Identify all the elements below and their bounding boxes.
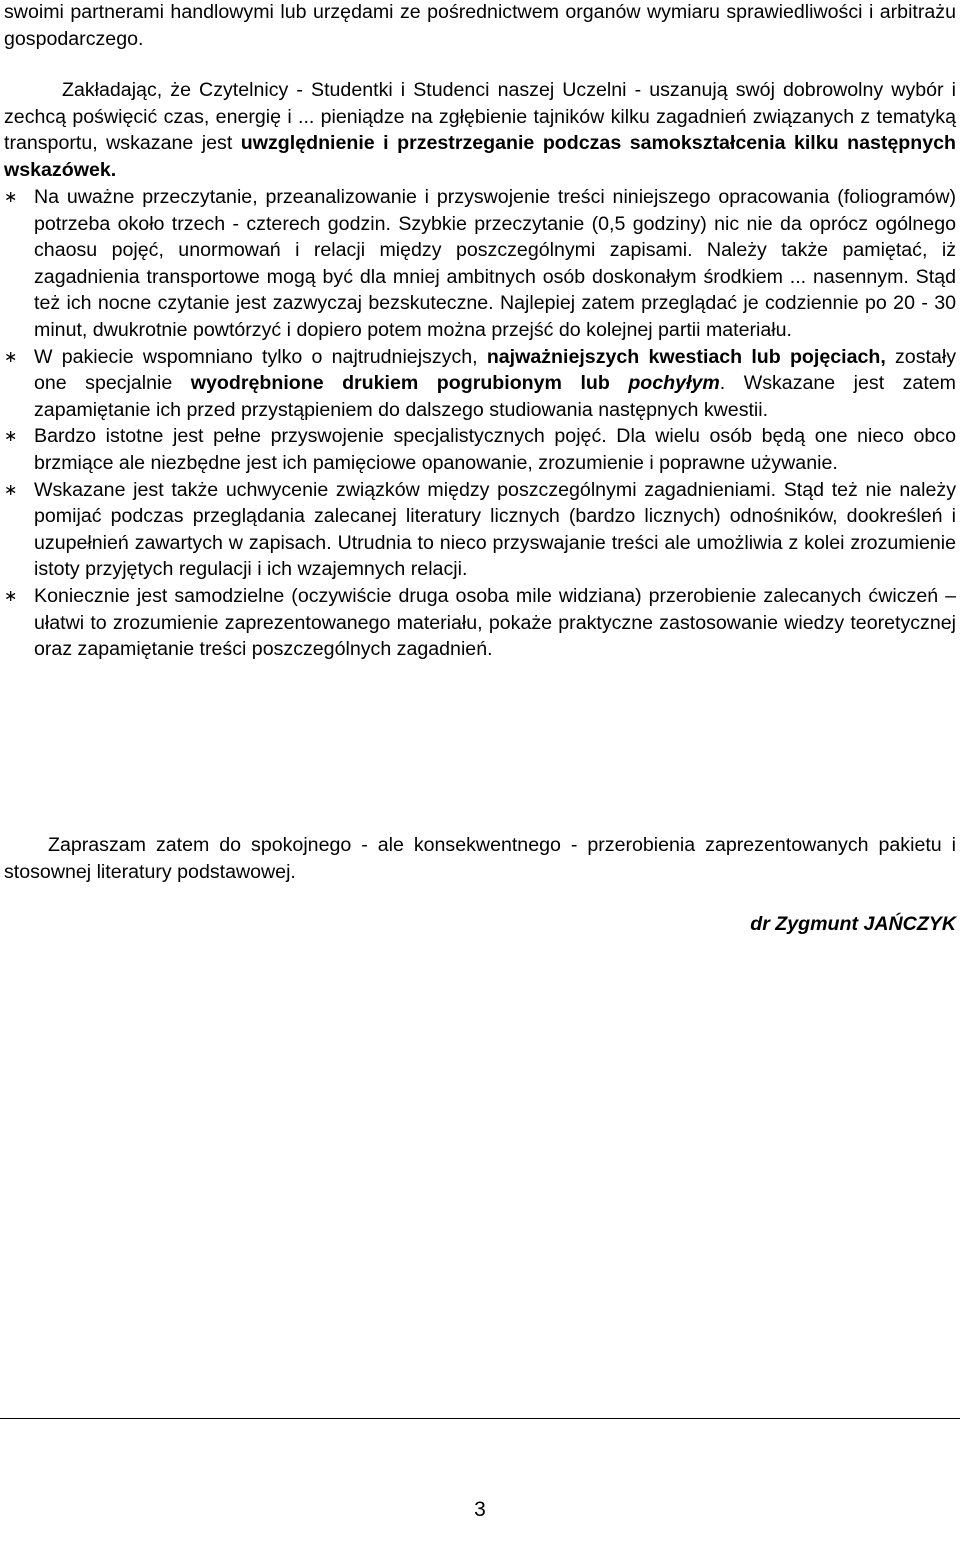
- list-item-text: Na uważne przeczytanie, przeanalizowanie i przyswojenie treści niniejszego opracowania (foliogramów) potrzeba około trzech - czterech godzin. Szybkie przeczytanie (0,5 godziny) nic nie da oprócz ogólnego chaosu pojęć, unormowań i relacji między poszczególnymi zapisami. Należy także pamiętać, iż zagadnienia transportowe mogą być dla mniej ambitnych osób doskonałym środkiem ... nasennym. Stąd też ich nocne czytanie jest zazwyczaj bezskuteczne. Najlepiej zatem przeglądać je codziennie po 20 - 30 minut, dwukrotnie powtórzyć i dopiero potem można przejść do kolejnej partii materiału.: [34, 186, 956, 341]
- intro-text: Zakładając, że Czytelnicy - Studentki i Studenci naszej Uczelni - uszanują swój dobrowolny wybór i zechcą poświęcić czas, energię i ... pieniądze na zgłębienie tajników kilku zagadnień związanych z tematyką transportu, wskazane jest: [4, 79, 956, 155]
- paragraph-intro: [4, 77, 956, 183]
- asterisk-bullet-icon: ∗: [4, 479, 18, 499]
- footer-divider: [0, 1418, 960, 1419]
- guidelines-list: [4, 184, 956, 663]
- asterisk-bullet-icon: ∗: [4, 426, 18, 446]
- asterisk-bullet-icon: ∗: [4, 346, 18, 366]
- list-item-text: W pakiecie wspomniano tylko o najtrudniejszych,: [34, 345, 487, 368]
- list-item-text: Koniecznie jest samodzielne (oczywiście druga osoba mile widziana) przerobienie zalecanych ćwiczeń – ułatwi to zrozumienie zaprezentowanego materiału, pokaże praktyczne zastosowanie wiedzy teoretycznej oraz zapamiętanie treści poszczególnych zagadnień.: [34, 584, 956, 661]
- list-item: [4, 184, 956, 344]
- asterisk-bullet-icon: ∗: [4, 187, 18, 206]
- list-item-bold-text: wyodrębnione drukiem pogrubionym lub: [190, 372, 629, 395]
- list-item: [4, 583, 956, 663]
- intro-bold-text: uwzględnienie i przestrzeganie podczas samokształcenia kilku następnych wskazówek.: [4, 132, 956, 181]
- paragraph-closing: Zapraszam zatem do spokojnego - ale konsekwentnego - przerobienia zaprezentowanych pakietu i stosownej literatury podstawowej.: [4, 834, 956, 883]
- list-item-text: Wskazane jest także uchwycenie związków między poszczególnymi zagadnieniami. Stąd też nie należy pomijać podczas przeglądania zalecanej literatury licznych (bardzo licznych) odnośników, dookreśleń i uzupełnień zawartych w zapisach. Utrudnia to nieco przyswajanie treści ale umożliwia z kolei zrozumienie istoty przyjętych regulacji i ich wzajemnych relacji.: [34, 478, 956, 581]
- list-item-text: zostały one specjalnie: [34, 345, 956, 395]
- asterisk-bullet-icon: ∗: [4, 585, 18, 605]
- list-item: [4, 423, 956, 476]
- list-item: [4, 477, 956, 583]
- list-item: [4, 344, 956, 424]
- list-item-bold-text: najważniejszych kwestiach lub pojęciach,: [486, 345, 886, 368]
- paragraph-continuation: swoimi partnerami handlowymi lub urzędami ze pośrednictwem organów wymiaru sprawiedliwości i arbitrażu gospodarczego.: [4, 1, 956, 50]
- signature: dr Zygmunt JAŃCZYK: [750, 913, 956, 935]
- page-number: 3: [474, 1498, 486, 1521]
- list-item-bold-italic-text: pochyłym: [628, 372, 720, 395]
- list-item-text: . Wskazane jest zatem zapamiętanie ich przed przystąpieniem do dalszego studiowania następnych kwestii.: [34, 372, 956, 421]
- list-item-text: Bardzo istotne jest pełne przyswojenie specjalistycznych pojęć. Dla wielu osób będą one nieco obco brzmiące ale niezbędne jest ich pamięciowe opanowanie, zrozumienie i poprawne używanie.: [34, 425, 956, 474]
